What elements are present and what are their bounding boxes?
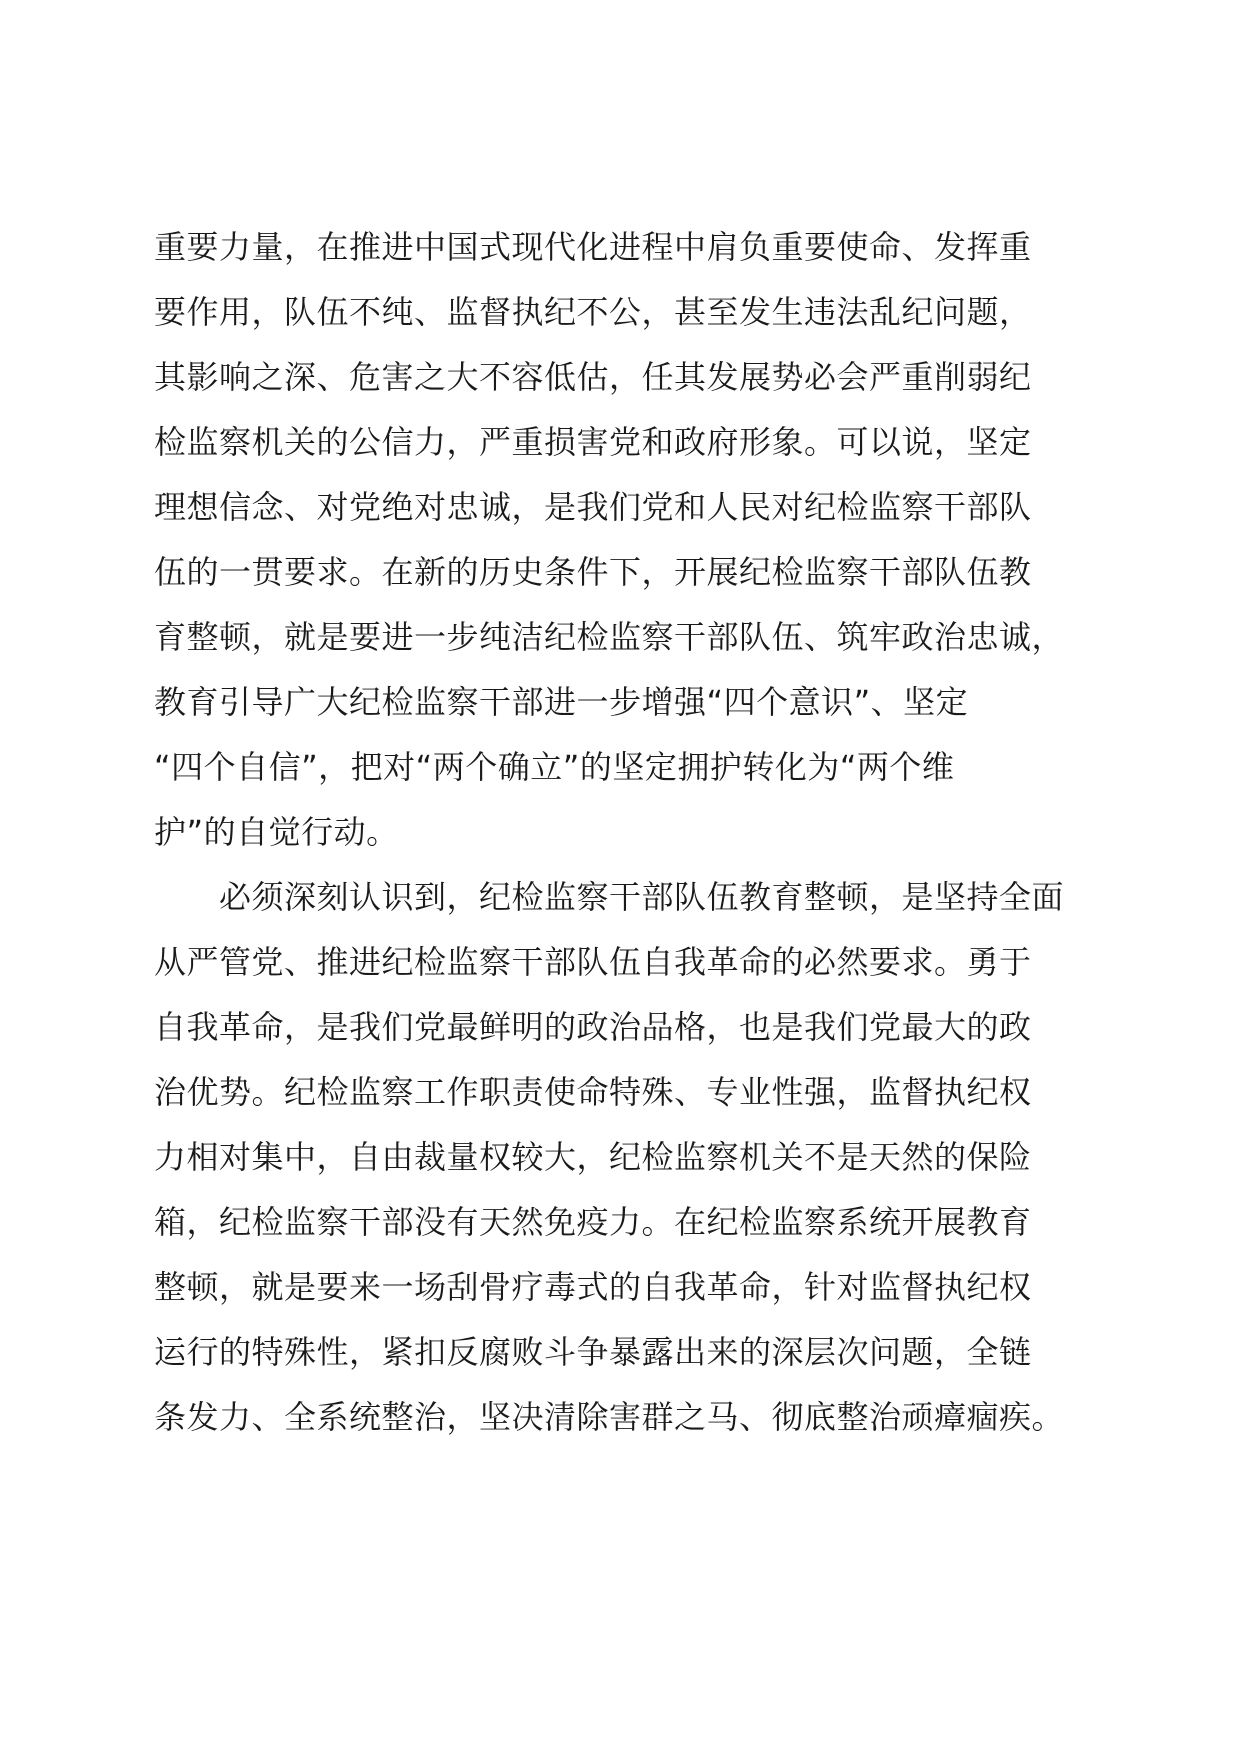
text-line: “四个自信”，把对“两个确立”的坚定拥护转化为“两个维 xyxy=(154,748,955,786)
text-line: 从严管党、推进纪检监察干部队伍自我革命的必然要求。勇于 xyxy=(154,943,1032,981)
text-line: 运行的特殊性，紧扣反腐败斗争暴露出来的深层次问题，全链 xyxy=(154,1333,1032,1371)
text-line: 治优势。纪检监察工作职责使命特殊、专业性强，监督执纪权 xyxy=(154,1073,1032,1111)
body-text xyxy=(154,215,1094,1450)
text-line: 教育引导广大纪检监察干部进一步增强“四个意识”、坚定 xyxy=(154,683,969,721)
text-line: 检监察机关的公信力，严重损害党和政府形象。可以说，坚定 xyxy=(154,423,1032,461)
text-line: 重要力量，在推进中国式现代化进程中肩负重要使命、发挥重 xyxy=(154,228,1032,266)
text-line: 必须深刻认识到，纪检监察干部队伍教育整顿，是坚持全面 xyxy=(154,878,1065,916)
text-line: 伍的一贯要求。在新的历史条件下，开展纪检监察干部队伍教 xyxy=(154,553,1032,591)
text-line: 整顿，就是要来一场刮骨疗毒式的自我革命，针对监督执纪权 xyxy=(154,1268,1032,1306)
text-line: 力相对集中，自由裁量权较大，纪检监察机关不是天然的保险 xyxy=(154,1138,1032,1176)
text-line: 要作用，队伍不纯、监督执纪不公，甚至发生违法乱纪问题， xyxy=(154,293,1032,331)
text-line: 育整顿，就是要进一步纯洁纪检监察干部队伍、筑牢政治忠诚， xyxy=(154,618,1065,656)
text-line: 其影响之深、危害之大不容低估，任其发展势必会严重削弱纪 xyxy=(154,358,1032,396)
text-line: 自我革命，是我们党最鲜明的政治品格，也是我们党最大的政 xyxy=(154,1008,1032,1046)
text-line: 箱，纪检监察干部没有天然免疫力。在纪检监察系统开展教育 xyxy=(154,1203,1032,1241)
text-line: 理想信念、对党绝对忠诚，是我们党和人民对纪检监察干部队 xyxy=(154,488,1032,526)
text-line: 条发力、全系统整治，坚决清除害群之马、彻底整治顽瘴痼疾。 xyxy=(154,1398,1065,1436)
text-line: 护”的自觉行动。 xyxy=(154,813,399,851)
